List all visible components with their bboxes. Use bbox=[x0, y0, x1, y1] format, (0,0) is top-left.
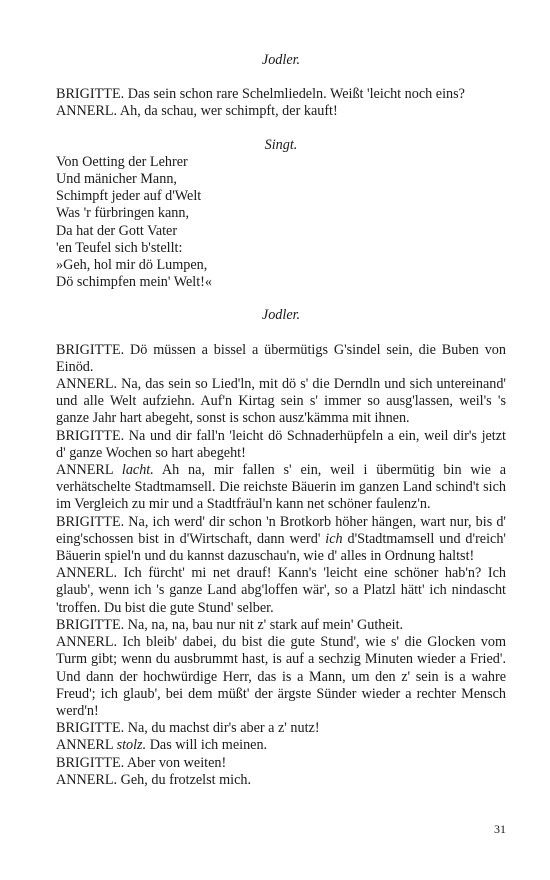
speaker-name: ANNERL. bbox=[56, 771, 118, 788]
speaker-name: ANNERL bbox=[56, 737, 114, 754]
dialogue-text: Na und dir fall'n 'leicht dö Schnaderhüpfeln a ein, weil dir's jetzt d' ganze Wochen so hart abegeht! bbox=[56, 427, 506, 461]
speaker-name: ANNERL. bbox=[56, 376, 118, 393]
dialogue-paragraph bbox=[56, 342, 506, 376]
dialogue-paragraph bbox=[56, 462, 506, 514]
speaker-name: BRIGITTE. bbox=[56, 427, 125, 444]
dialogue-paragraph bbox=[56, 376, 506, 428]
dialogue-text: Dö müssen a bissel a übermütigs G'sindel sein, die Buben von Einöd. bbox=[56, 341, 506, 375]
verse-line: Dö schimpfen mein' Welt!« bbox=[56, 274, 212, 291]
speaker-name: BRIGITTE. bbox=[56, 513, 125, 530]
verse-line: »Geh, hol mir dö Lumpen, bbox=[56, 257, 208, 274]
dialogue-paragraph bbox=[56, 617, 506, 634]
stage-direction-singt: Singt. bbox=[264, 136, 298, 153]
speaker-name: ANNERL. bbox=[56, 565, 118, 582]
stage-direction-jodler-1: Jodler. bbox=[261, 52, 301, 68]
speaker-name: BRIGITTE. bbox=[56, 754, 125, 771]
dialogue-paragraph bbox=[56, 428, 506, 462]
dialogue-paragraph bbox=[56, 737, 506, 754]
verse-line: Schimpft jeder auf d'Welt bbox=[56, 188, 202, 205]
dialogue-paragraph bbox=[56, 772, 506, 789]
dialogue-paragraph bbox=[56, 514, 506, 566]
dialogue-paragraph bbox=[56, 86, 506, 103]
page-text bbox=[56, 52, 506, 789]
dialogue-paragraph bbox=[56, 755, 506, 772]
verse-line: Von Oetting der Lehrer bbox=[56, 153, 188, 170]
speaker-name: BRIGITTE. bbox=[56, 616, 125, 633]
dialogue-text: Na, das sein so Lied'ln, mit dö s' die Derndln und sich untereinand' und alle Welt aufziehn. Auf'n Kirtag sein s' immer so ausg'lassen, weil's 's ganze Jahr hart abegeht, sonst is schon ausz'kämma mit ihnen. bbox=[56, 376, 506, 427]
dialogue-text: Ich fürcht' mi net drauf! Kann's 'leicht eine schöner hab'n? Ich glaub', wenn ich 's ganze Land abg'loffen wär', so a Platzl hätt' ich nindascht 'troffen. Du bist die gute Stund' selber. bbox=[56, 565, 506, 616]
dialogue-text: Das sein schon rare Schelmliedeln. Weißt 'leicht noch eins? bbox=[124, 86, 465, 103]
stage-direction-inline: lacht. bbox=[121, 462, 154, 479]
speaker-name: BRIGITTE. bbox=[56, 720, 125, 737]
dialogue-paragraph bbox=[56, 720, 506, 737]
stage-direction-jodler-2: Jodler. bbox=[261, 307, 301, 324]
dialogue-text: Ich bleib' dabei, du bist die gute Stund', wie s' die Glocken vom Turm gibt; wenn du ausbrummt hast, is auf a sechzig Minuten wieder a Fried'. Und dann der hochwürdige Herr, das is a Mann, um den z' sein is a wahre Freud'; ich glaub', bei dem müßt' der ärgste Sünder wieder a rechter Mensch werd'n! bbox=[56, 634, 506, 719]
verse-line: 'en Teufel sich b'stellt: bbox=[56, 239, 183, 256]
speaker-name: ANNERL bbox=[56, 462, 114, 479]
stage-direction-inline: stolz. bbox=[116, 737, 147, 754]
dialogue-paragraph bbox=[56, 103, 506, 120]
dialogue-text: Aber von weiten! bbox=[124, 754, 227, 771]
page-number: 31 bbox=[494, 822, 506, 836]
speaker-name: BRIGITTE. bbox=[56, 341, 125, 358]
dialogue-text: Na, du machst dir's aber a z' nutz! bbox=[124, 720, 320, 737]
dialogue-text: Ah, da schau, wer schimpft, der kauft! bbox=[117, 103, 338, 120]
verse-line: Und mänicher Mann, bbox=[56, 171, 177, 188]
speaker-name: ANNERL. bbox=[56, 634, 118, 651]
dialogue-text: Geh, du frotzelst mich. bbox=[117, 771, 252, 788]
dialogue-text: Das will ich meinen. bbox=[146, 737, 268, 754]
dialogue-text: Na, na, na, bau nur nit z' stark auf mein' Gutheit. bbox=[124, 616, 404, 633]
dialogue-text: Na, ich werd' dir schon 'n Brotkorb höher hängen, wart nur, bis d' eing'schossen bist in d'Wirtschaft, dann werd' bbox=[56, 513, 506, 547]
speaker-name: ANNERL. bbox=[56, 103, 118, 120]
verse-line: Was 'r fürbringen kann, bbox=[56, 205, 189, 222]
speaker-name: BRIGITTE. bbox=[56, 86, 125, 103]
dialogue-text: Ah na, mir fallen s' ein, weil i übermütig bin wie a verhätschelte Stadtmamsell. Die reichste Bäuerin im ganzen Land schind't sich im Vergleich zu mir und a Stadtfräul'n kann net schöner faulenz'n. bbox=[56, 462, 507, 513]
dialogue-paragraph bbox=[56, 565, 506, 617]
emphasis-text: ich bbox=[325, 530, 343, 547]
dialogue-paragraph bbox=[56, 634, 506, 720]
dialogue-text: d'Stadtmamsell und d'reich' Bäuerin spiel'n und du kannst dazuschau'n, wie d' alles in Ordnung haltst! bbox=[56, 530, 506, 565]
verse-line: Da hat der Gott Vater bbox=[56, 222, 178, 239]
song-verse bbox=[56, 154, 506, 292]
